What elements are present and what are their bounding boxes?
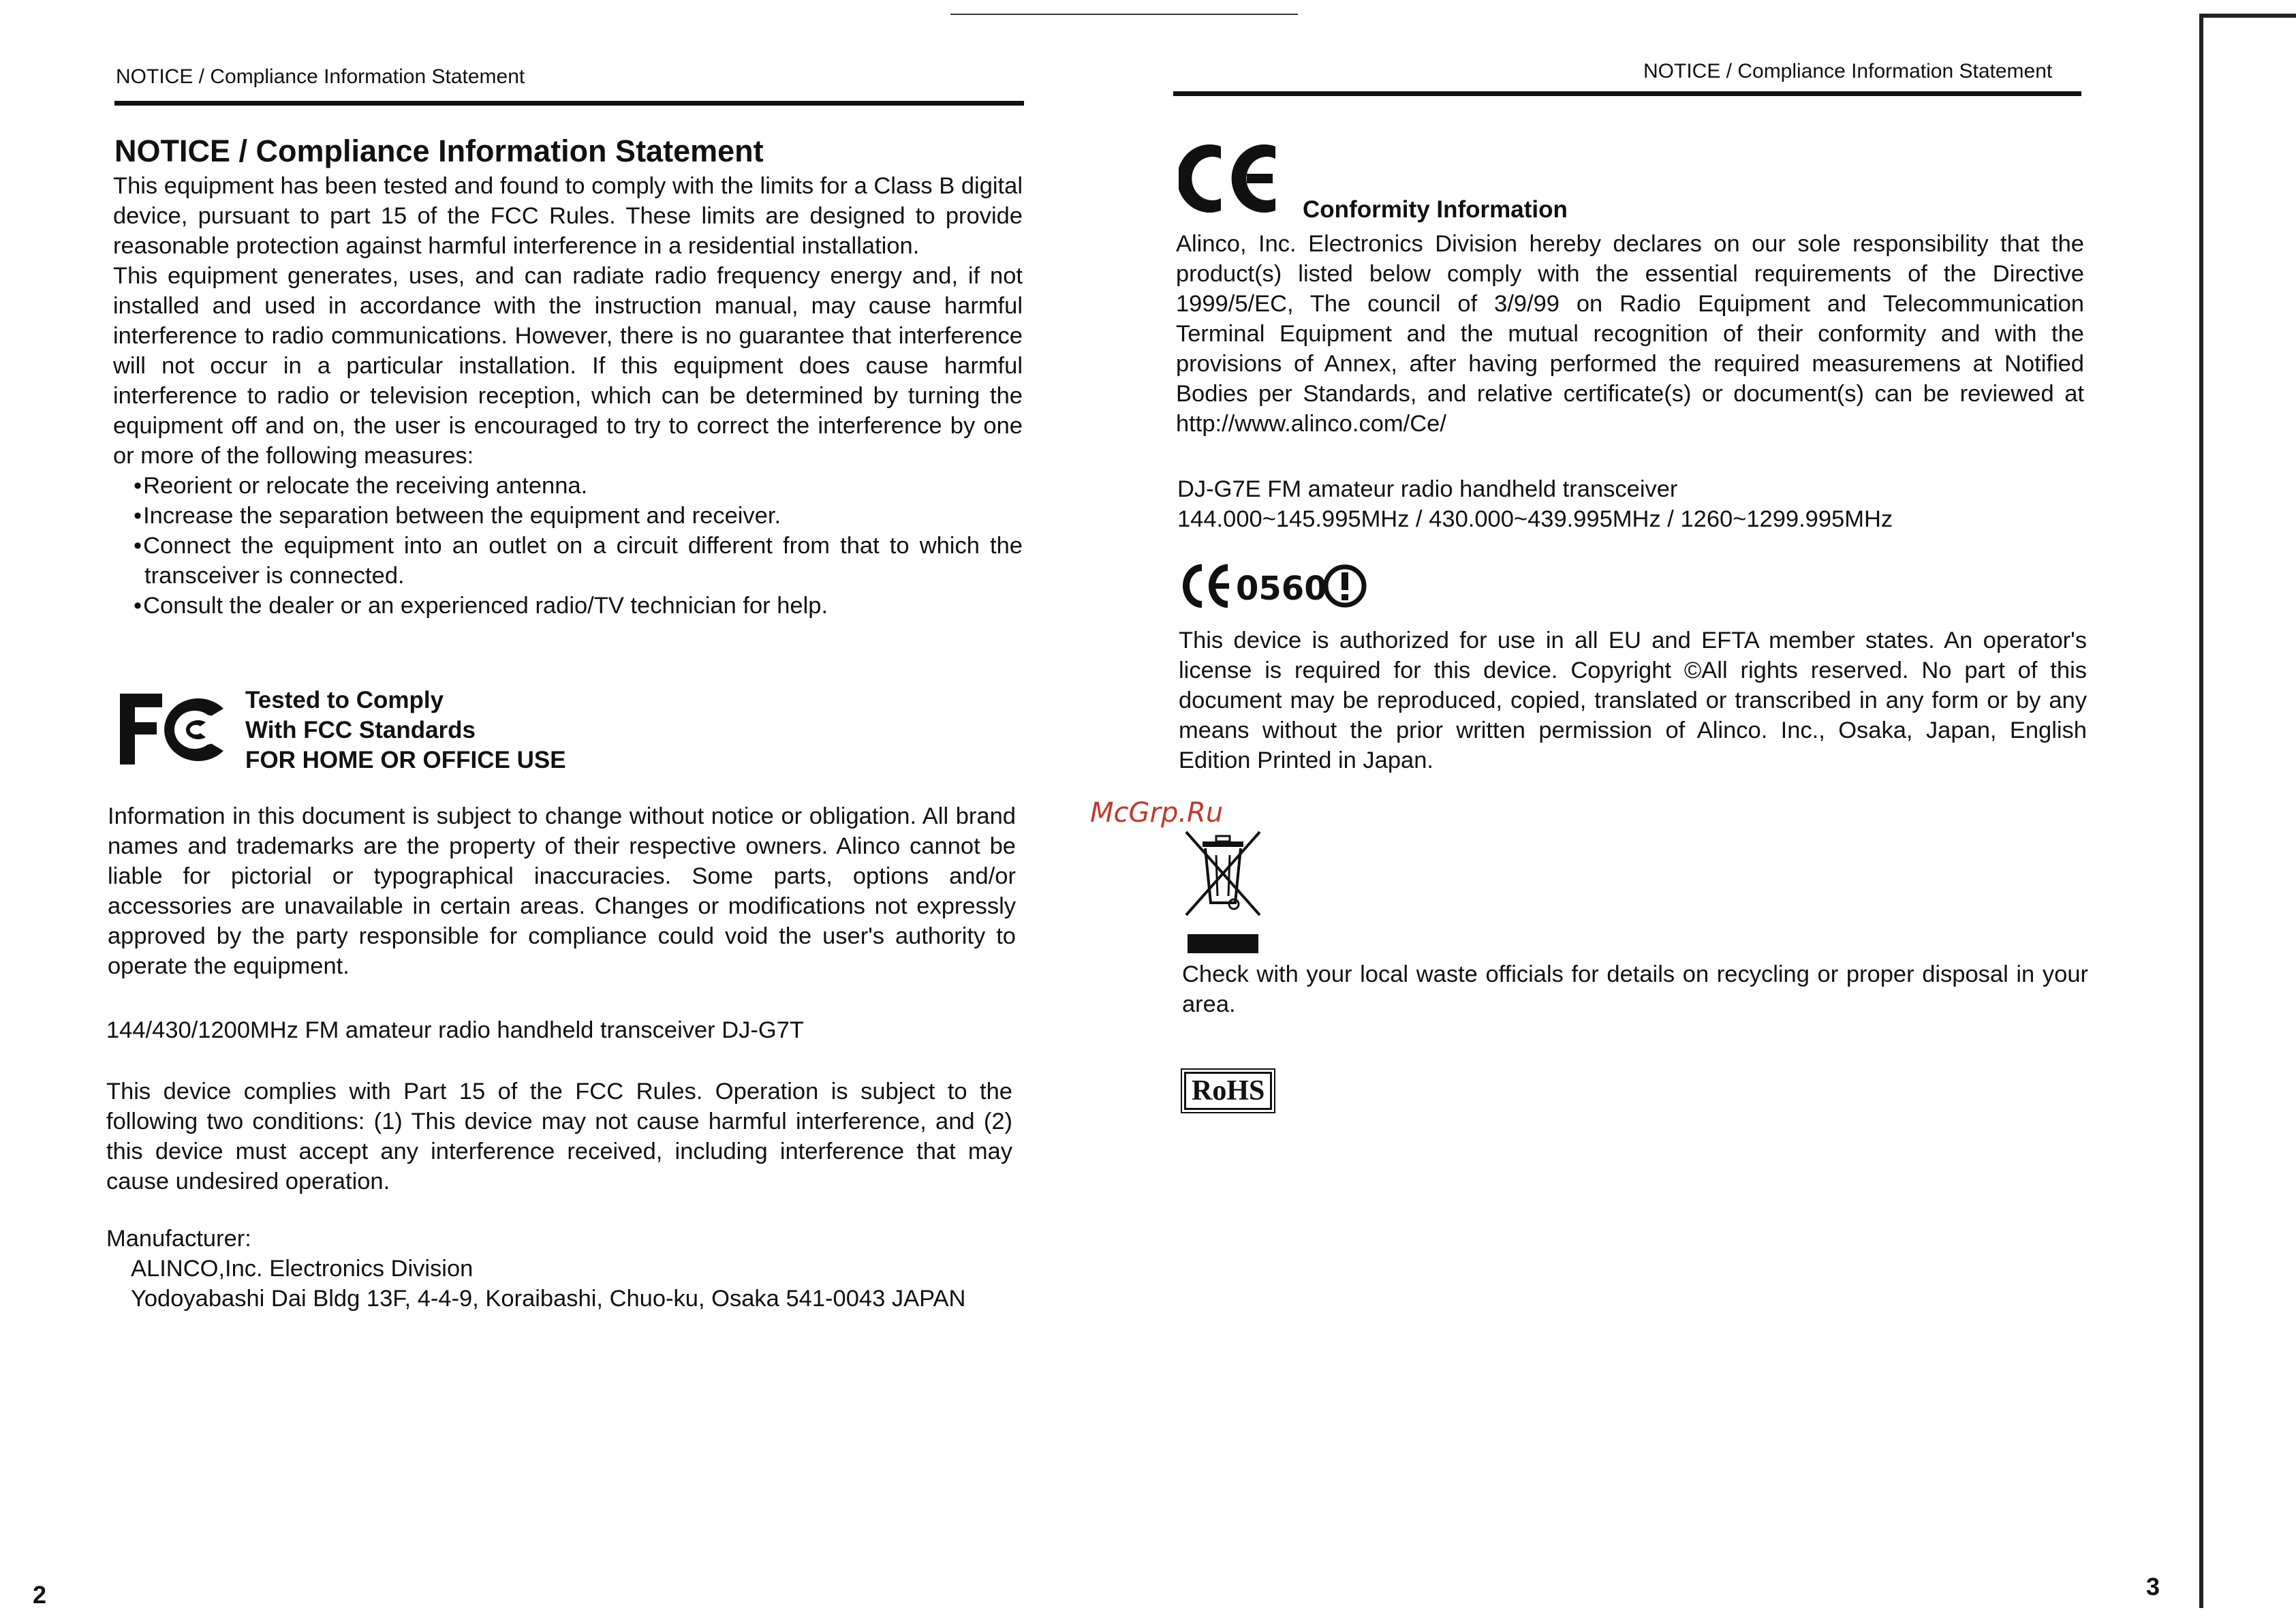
list-item: • Consult the dealer or an experienced radio/TV technician for help. bbox=[113, 591, 1023, 621]
conformity-paragraph: Alinco, Inc. Electronics Division hereby declares on our sole responsibility that the product(s) listed below comply with the essential requirements of the Directive 1999/5/EC, The council of 3/9/99 on Radio Equipment and Telecommunication Terminal Equipment and the mutual recognition of their conformity and with the provisions of Annex, after having performed the required measuremens at Notified Bodies per Standards, and relative certificate(s) or document(s) can be reviewed at http://www.alinco.com/Ce/ bbox=[1176, 231, 2084, 437]
fcc-line: FOR HOME OR OFFICE USE bbox=[245, 747, 566, 773]
ce-mark-icon bbox=[1179, 140, 1281, 215]
page-title: NOTICE / Compliance Information Statement bbox=[114, 134, 764, 168]
model-line: 144/430/1200MHz FM amateur radio handheld transceiver DJ-G7T bbox=[106, 1017, 804, 1043]
page-number: 3 bbox=[2146, 1573, 2160, 1601]
weee-bin-icon bbox=[1182, 828, 1264, 957]
product-line: DJ-G7E FM amateur radio handheld transceiver bbox=[1177, 476, 1678, 502]
list-item: • Reorient or relocate the receiving antenna. bbox=[113, 471, 1023, 501]
info-paragraph: Information in this document is subject to change without notice or obligation. All brand names and trademarks are the property of their respective owners. Alinco cannot be liable for pictorial or typographical inaccuracies. Some parts, options and/or accessories are unavailable in certain areas. Changes or modifications not expressly approved by the party responsible for compliance could void the user's authority to operate the equipment. bbox=[108, 803, 1016, 979]
manufacturer-address: Yodoyabashi Dai Bldg 13F, 4-4-9, Koraibashi, Chuo-ku, Osaka 541-0043 JAPAN bbox=[131, 1286, 966, 1312]
paragraph-class-b: This equipment has been tested and found to comply with the limits for a Class B digital device, pursuant to part 15 of the FCC Rules. These limits are designed to provide reasonable protection against harmful interference in a residential installation. bbox=[113, 173, 1023, 259]
watermark: McGrp.Ru bbox=[1090, 797, 1224, 829]
list-item: • Connect the equipment into an outlet on a circuit different from that to which the transceiver is connected. bbox=[113, 531, 1023, 591]
running-head: NOTICE / Compliance Information Statement bbox=[1643, 60, 2053, 82]
manufacturer-block bbox=[106, 1224, 1019, 1314]
page-number: 2 bbox=[33, 1581, 47, 1609]
ce-mark-number: 0560 bbox=[1236, 570, 1327, 608]
header-rule bbox=[114, 101, 1024, 106]
conformity-title: Conformity Information bbox=[1303, 196, 1568, 223]
running-head: NOTICE / Compliance Information Statement bbox=[116, 65, 525, 88]
measures-list bbox=[113, 471, 1023, 621]
manufacturer-name: ALINCO,Inc. Electronics Division bbox=[131, 1256, 474, 1282]
manufacturer-label: Manufacturer: bbox=[106, 1226, 251, 1252]
left-page bbox=[0, 0, 1063, 1623]
ce-0560-mark-icon bbox=[1179, 559, 1369, 613]
fcc-statement bbox=[245, 685, 566, 775]
eu-authorization-paragraph: This device is authorized for use in all EU and EFTA member states. An operator's license is required for this device. Copyright ©All rights reserved. No part of this document may be reproduced, copied, translated or transcribed in any form or by any means without the prior written permission of Alinco. Inc., Osaka, Japan, English Edition Printed in Japan. bbox=[1179, 628, 2087, 773]
frequency-line: 144.000~145.995MHz / 430.000~439.995MHz / 1260~1299.995MHz bbox=[1177, 506, 1893, 532]
fcc-logo-icon bbox=[114, 688, 230, 770]
page-edge-top bbox=[2199, 14, 2296, 18]
list-item: • Increase the separation between the equipment and receiver. bbox=[113, 501, 1023, 531]
fcc-line: With FCC Standards bbox=[245, 717, 476, 743]
header-rule bbox=[1173, 91, 2081, 96]
paragraph-interference: This equipment generates, uses, and can radiate radio frequency energy and, if not installed and used in accordance with the instruction manual, may cause harmful interference to radio communications. However, there is no guarantee that interference will not occur in a particular installation. If this equipment does cause harmful interference to radio or television reception, which can be determined by turning the equipment off and on, the user is encouraged to try to correct the interference by one or more of the following measures: bbox=[113, 263, 1023, 469]
waste-paragraph: Check with your local waste officials for details on recycling or proper disposal in your area. bbox=[1182, 961, 2088, 1017]
fcc-line: Tested to Comply bbox=[245, 687, 444, 713]
fcc-class-b-text bbox=[113, 171, 1023, 621]
product-block bbox=[1177, 474, 2090, 534]
page-edge bbox=[2199, 14, 2203, 1608]
part15-paragraph: This device complies with Part 15 of the FCC Rules. Operation is subject to the following two conditions: (1) This device may not cause harmful interference, and (2) this device must accept any interference received, including interference that may cause undesired operation. bbox=[106, 1079, 1012, 1194]
rohs-label: RoHS bbox=[1184, 1072, 1272, 1110]
